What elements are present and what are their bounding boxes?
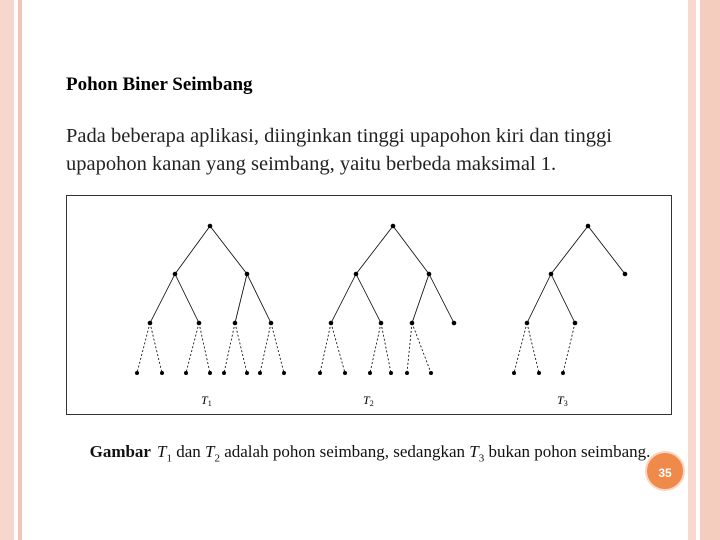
caption-t1-letter: T bbox=[156, 442, 167, 461]
caption-t3-letter: T bbox=[469, 442, 479, 461]
caption-t1-sub: 1 bbox=[166, 452, 172, 465]
right-border-decoration bbox=[688, 0, 696, 540]
slide-paragraph: Pada beberapa aplikasi, diinginkan tinggi upapohon kiri dan tinggi upapohon kanan yang seimbang, yaitu berbeda maksimal 1. bbox=[66, 125, 612, 175]
left-border-line bbox=[18, 0, 22, 540]
tree-t3 bbox=[514, 226, 625, 373]
caption-part1: dan bbox=[171, 442, 205, 461]
tree-t1 bbox=[137, 226, 284, 373]
caption-t3-sub: 3 bbox=[478, 452, 485, 465]
caption-lead: Gambar bbox=[89, 442, 151, 461]
tree-t2 bbox=[320, 226, 454, 373]
slide-title: Pohon Biner Seimbang bbox=[66, 74, 253, 95]
tree-figure bbox=[66, 195, 672, 415]
figure-caption bbox=[80, 440, 660, 470]
caption-t2-letter: T bbox=[205, 442, 215, 461]
caption-part3: bukan pohon seimbang. bbox=[484, 442, 651, 461]
caption-part2: adalah pohon seimbang, sedangkan bbox=[219, 442, 470, 461]
tree-t1-nodes bbox=[135, 224, 286, 375]
tree-t3-nodes bbox=[512, 224, 627, 375]
tree-diagram bbox=[67, 196, 671, 414]
tree-label-t2: T2 bbox=[363, 393, 374, 408]
caption-t2-sub: 2 bbox=[214, 452, 220, 465]
right-border-strip bbox=[700, 0, 720, 540]
tree-label-t1: T1 bbox=[201, 393, 212, 408]
page-number-badge: 35 bbox=[645, 451, 685, 491]
tree-label-t3: T3 bbox=[557, 393, 568, 408]
left-border-decoration bbox=[0, 0, 14, 540]
